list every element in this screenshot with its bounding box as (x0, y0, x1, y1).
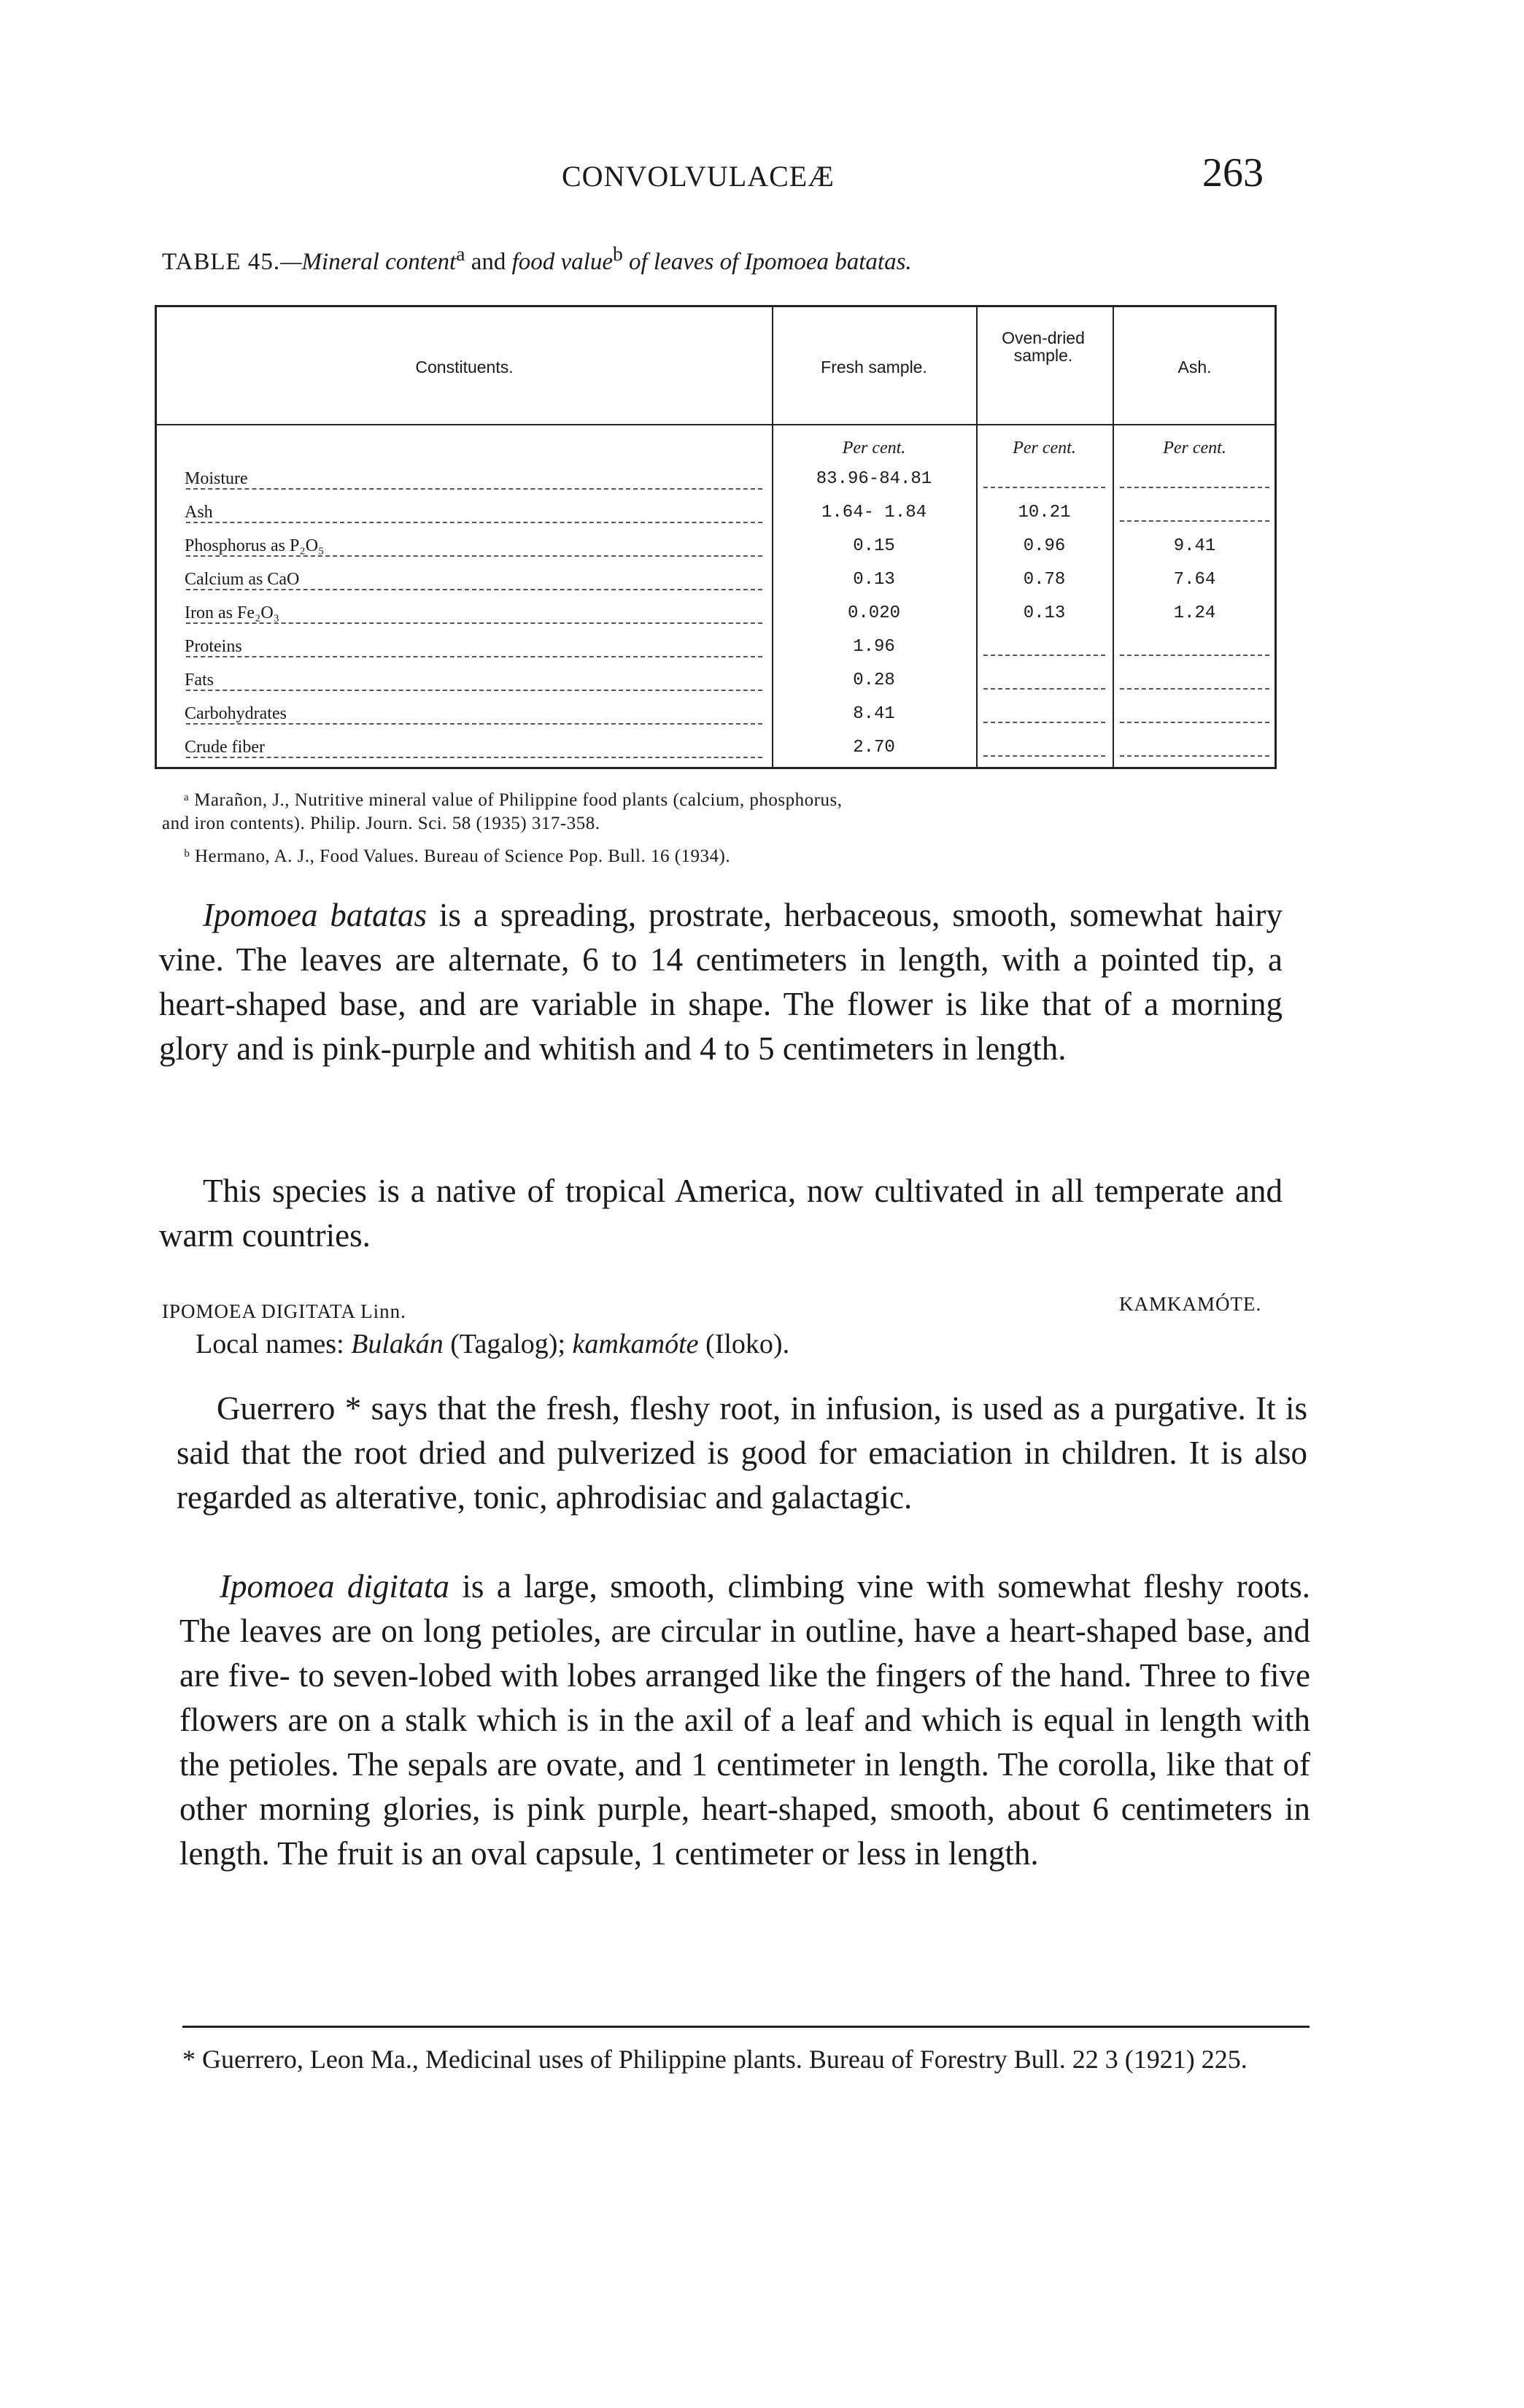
constituent-name: Fats (185, 671, 217, 690)
table-cell-fresh: 8.41 (853, 704, 895, 724)
local-name: kamkamóte (572, 1329, 699, 1359)
table-cell-fresh: 83.96-84.81 (816, 469, 932, 489)
page-footnote: * Guerrero, Leon Ma., Medicinal uses of Philippine plants. Bureau of Forestry Bull. 22 3 (1921) 225. (182, 2045, 1248, 2074)
table-row-label (185, 469, 796, 489)
local-name: Bulakán (351, 1329, 444, 1359)
table-cell-ash: 1.24 (1173, 603, 1216, 623)
constituent-name: Phosphorus as P₂O₅ (185, 536, 327, 555)
table-row-label (185, 570, 796, 590)
running-header: CONVOLVULACEÆ (562, 160, 835, 193)
header-rule (157, 424, 1274, 425)
table-caption-part: and (465, 249, 512, 275)
empty-cell-dots (1120, 503, 1269, 522)
empty-cell-dots (983, 469, 1105, 488)
empty-cell-dots (1120, 637, 1269, 656)
paragraph (179, 1564, 1310, 1876)
table-cell-fresh: 2.70 (853, 738, 895, 757)
language: (Tagalog); (443, 1329, 573, 1359)
empty-cell-dots (983, 671, 1105, 690)
table-cell-oven: 10.21 (1018, 503, 1071, 522)
constituent-name: Ash (185, 503, 216, 522)
constituent-name: Crude fiber (185, 738, 268, 757)
table-cell-oven: 0.13 (1023, 603, 1066, 623)
footnote-mark-a: a (456, 242, 465, 265)
paragraph: Guerrero * says that the fresh, fleshy root, in infusion, is used as a purgative. It is said that the root dried and pulverized is good for emaciation in children. It is also regarded as alterative, tonic, aphrodisiac and galactagic. (177, 1390, 1307, 1516)
page-number: 263 (1202, 150, 1264, 196)
table-cell-oven: 0.78 (1023, 570, 1066, 590)
paragraph-text: is a spreading, prostrate, herbaceous, smooth, somewhat hairy vine. The leaves are alternate, 6 to 14 centimeters in length, with a pointed tip, a heart-shaped base, and are variable in shape. The flower is like that of a morning glory and is pink-purple and whitish and 4 to 5 centimeters in length. (159, 897, 1283, 1067)
column-header-fresh: Fresh sample. (821, 358, 927, 377)
mineral-content-table (155, 305, 1277, 769)
constituent-name: Iron as Fe₂O₃ (185, 603, 282, 622)
paragraph-text: is a large, smooth, climbing vine with somewhat fleshy roots. The leaves are on long petioles, are circular in outline, have a heart-shaped base, and are five- to seven-lobed with lobes arranged like the fingers of the hand. Three to five flowers are on a stalk which is in the axil of a leaf and which is equal in length with the petioles. The sepals are ovate, and 1 centimeter in length. The corolla, like that of other morning glories, is pink purple, heart-shaped, smooth, about 6 centimeters in length. The fruit is an oval capsule, 1 centimeter or less in length. (179, 1568, 1310, 1872)
table-row-label (185, 704, 796, 724)
table-caption-part: of leaves of Ipomoea batatas. (622, 249, 912, 275)
local-names-label: Local names: (196, 1329, 352, 1359)
table-cell-oven: 0.96 (1023, 536, 1066, 556)
table-cell-ash: 7.64 (1173, 570, 1216, 590)
species-name: Ipomoea digitata (220, 1568, 449, 1605)
unit-label: Per cent. (1163, 439, 1226, 458)
constituent-name: Proteins (185, 637, 245, 656)
empty-cell-dots (1120, 704, 1269, 723)
constituent-name: Moisture (185, 469, 251, 488)
unit-label: Per cent. (1013, 439, 1076, 458)
empty-cell-dots (983, 704, 1105, 723)
empty-cell-dots (1120, 671, 1269, 690)
table-footnote: and iron contents). Philip. Journ. Sci. 58 (1935) 317-358. (162, 814, 600, 833)
table-cell-fresh: 0.28 (853, 671, 895, 690)
column-header-oven-dried: Oven-dried sample. (1002, 328, 1085, 366)
table-row-label (185, 738, 796, 757)
table-cell-fresh: 1.64- 1.84 (821, 503, 927, 522)
table-row-label (185, 536, 796, 556)
empty-cell-dots (983, 637, 1105, 656)
empty-cell-dots (983, 738, 1105, 757)
empty-cell-dots (1120, 469, 1269, 488)
constituent-name: Calcium as CaO (185, 570, 302, 589)
table-cell-fresh: 0.020 (847, 603, 900, 623)
table-footnote: ᵇ Hermano, A. J., Food Values. Bureau of Science Pop. Bull. 16 (1934). (184, 846, 731, 866)
table-cell-fresh: 0.15 (853, 536, 895, 556)
species-name: Ipomoea batatas (203, 897, 427, 933)
local-names-line (196, 1328, 789, 1360)
table-footnote: ᵃ Marañon, J., Nutritive mineral value of Philippine food plants (calcium, phosphorus, (184, 790, 843, 810)
species-heading: IPOMOEA DIGITATA Linn. (162, 1300, 406, 1322)
paragraph (159, 893, 1283, 1071)
table-cell-fresh: 0.13 (853, 570, 895, 590)
constituent-name: Carbohydrates (185, 704, 290, 723)
paragraph: This species is a native of tropical America, now cultivated in all temperate and warm countries. (159, 1173, 1283, 1254)
footnote-rule (182, 2026, 1310, 2028)
table-row-label (185, 603, 796, 623)
table-caption-part: food value (511, 249, 613, 275)
table-caption (162, 242, 912, 276)
species-local-name: KAMKAMÓTE. (1119, 1293, 1262, 1315)
language: (Iloko). (698, 1329, 790, 1359)
unit-label: Per cent. (842, 439, 906, 458)
table-row-label (185, 637, 796, 657)
footnote-mark-b: b (613, 242, 623, 265)
column-header-ash: Ash. (1177, 358, 1212, 377)
table-caption-label: TABLE 45. (162, 249, 281, 275)
table-caption-part: —Mineral content (280, 249, 457, 275)
table-row-label (185, 503, 796, 522)
table-row-label (185, 671, 796, 690)
column-header-constituents: Constituents. (415, 358, 514, 377)
table-cell-ash: 9.41 (1173, 536, 1216, 556)
empty-cell-dots (1120, 738, 1269, 757)
table-cell-fresh: 1.96 (853, 637, 895, 657)
